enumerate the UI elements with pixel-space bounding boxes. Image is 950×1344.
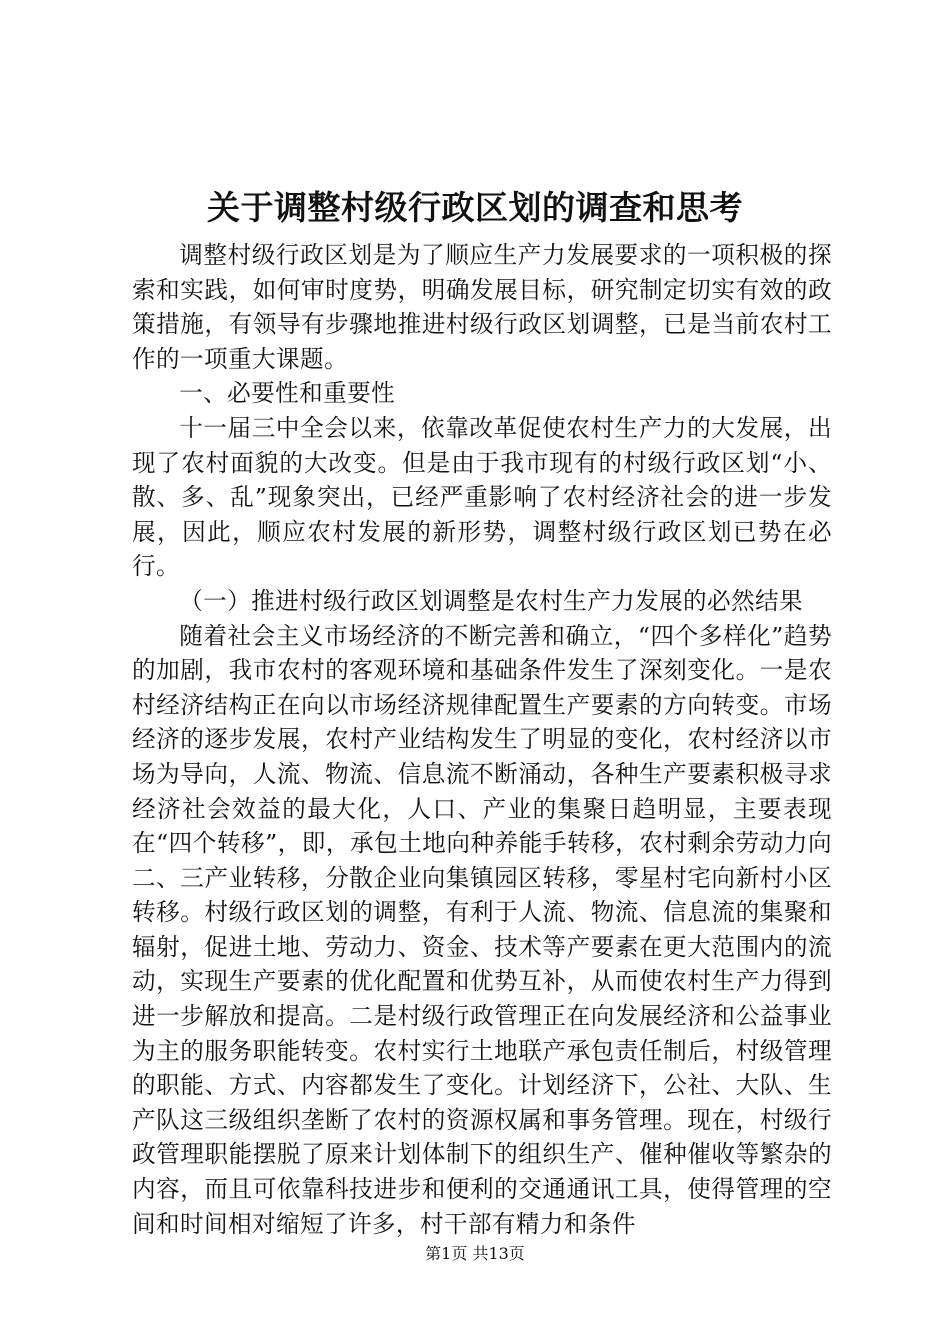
paragraph-background: 十一届三中全会以来，依靠改革促使农村生产力的大发展，出现了农村面貌的大改变。但是由于我市现有的村级行政区划“小、散、多、乱”现象突出，已经严重影响了农村经济社会的进一步发展，因此，顺应农村发展的新形势，调整村级行政区划已势在必行。 [132,413,832,581]
section-heading-1: 一、必要性和重要性 [179,379,396,408]
paragraph-analysis: 随着社会主义市场经济的不断完善和确立，“四个多样化”趋势的加剧，我市农村的客观环境和基础条件发生了深刻变化。一是农村经济结构正在向以市场经济规律配置生产要素的方向转变。市场经济的逐步发展，农村产业结构发生了明显的变化，农村经济以市场为导向，人流、物流、信息流不断涌动，各种生产要素积极寻求经济社会效益的最大化，人口、产业的集聚日趋明显，主要表现在“四个转移”，即，承包土地向种养能手转移，农村剩余劳动力向二、三产业转移，分散企业向集镇园区转移，零星村宅向新村小区转移。村级行政区划的调整，有利于人流、物流、信息流的集聚和辐射，促进土地、劳动力、资金、技术等产要素在更大范围内的流动，实现生产要素的优化配置和优势互补，从而使农村生产力得到进一步解放和提高。二是村级行政管理正在向发展经济和公益事业为主的服务职能转变。农村实行土地联产承包责任制后，村级管理的职能、方式、内容都发生了变化。计划经济下，公社、大队、生产队这三级组织垄断了农村的资源权属和事务管理。现在，村级行政管理职能摆脱了原来计划体制下的组织生产、催种催收等繁杂的内容，而且可依靠科技进步和便利的交通通讯工具，使得管理的空间和时间相对缩短了许多，村干部有精力和条件 [132,621,832,1238]
document-title: 关于调整村级行政区划的调查和思考 [207,188,743,227]
page-footer: 第1页 共13页 [425,1244,525,1263]
subsection-heading-1: （一）推进村级行政区划调整是农村生产力发展的必然结果 [179,586,804,615]
document-body [132,238,832,1241]
paragraph-intro: 调整村级行政区划是为了顺应生产力发展要求的一项积极的探索和实践，如何审时度势，明确发展目标，研究制定切实有效的政策措施，有领导有步骤地推进村级行政区划调整，已是当前农村工作的一项重大课题。 [132,241,832,373]
